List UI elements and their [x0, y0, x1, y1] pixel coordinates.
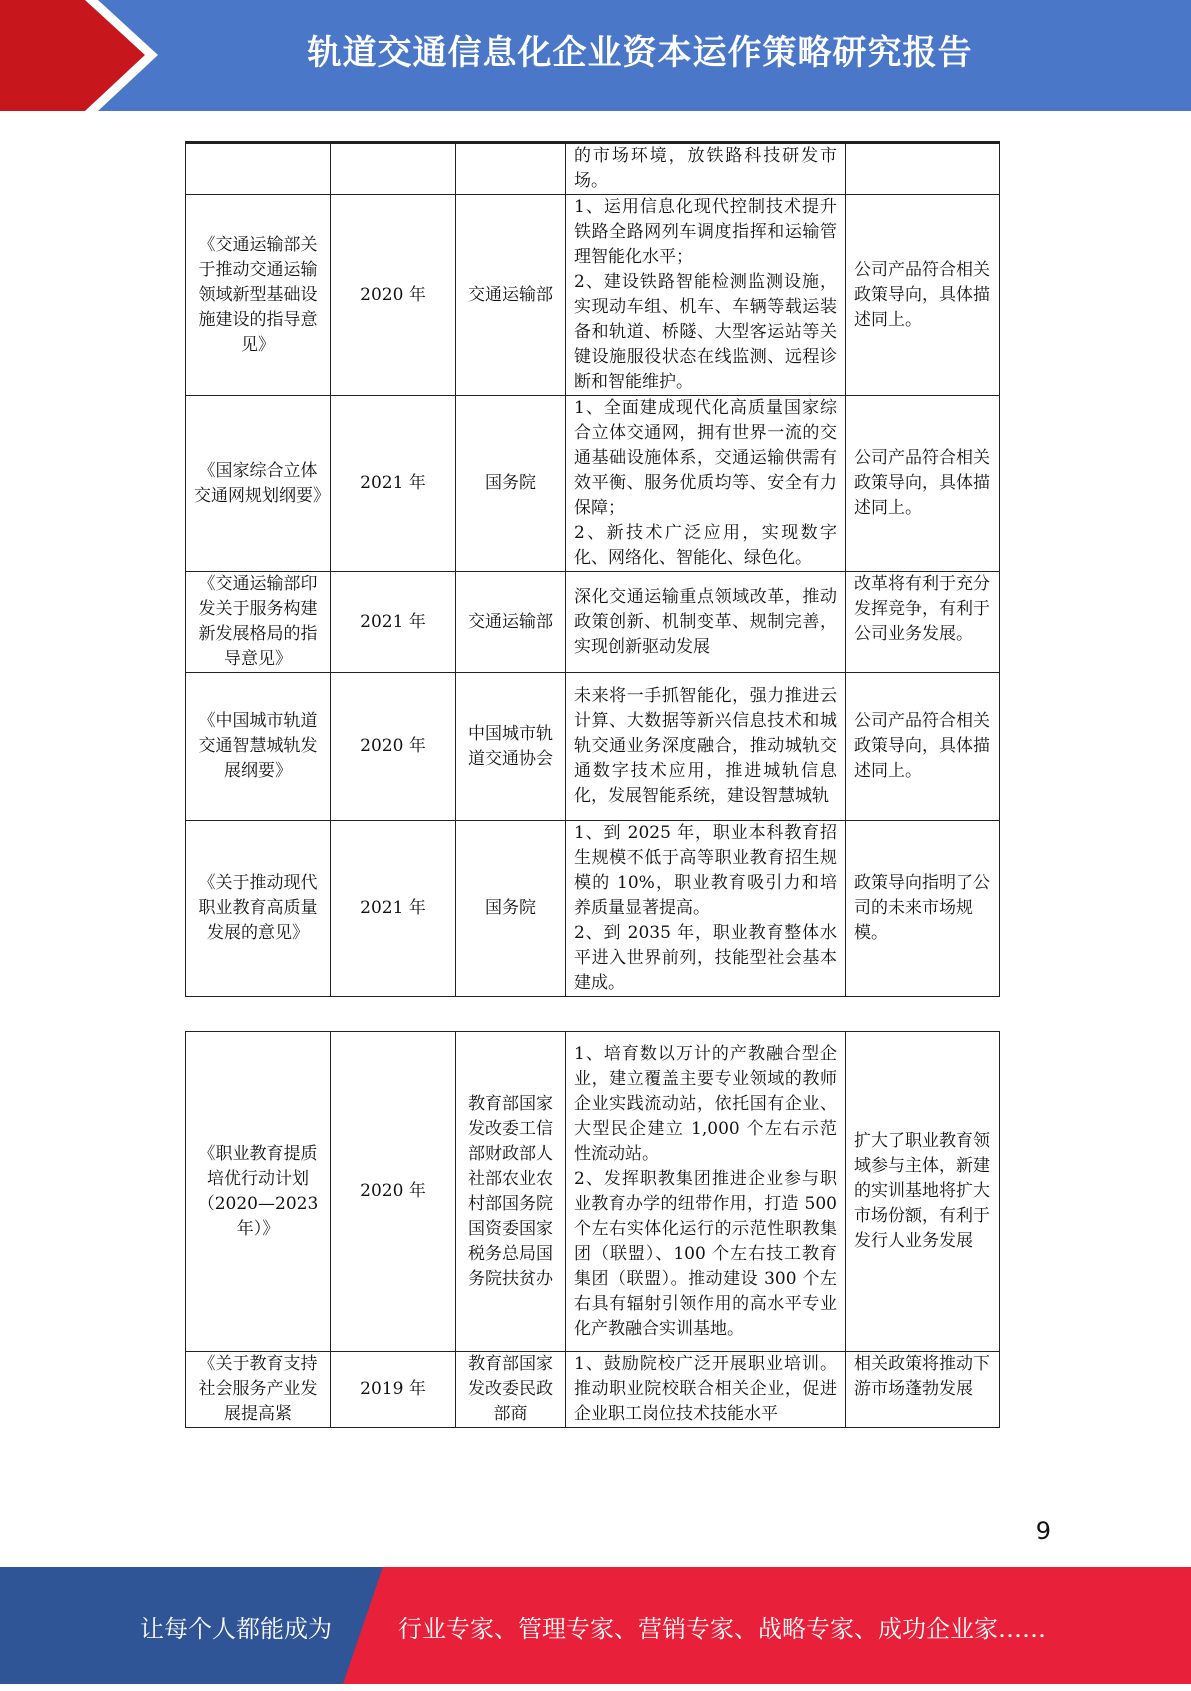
policy-table-1: [185, 141, 1000, 997]
policy-impact-cell: 改革将有利于充分发挥竞争，有利于公司业务发展。: [846, 572, 1000, 673]
policy-impact-cell: 扩大了职业教育领域参与主体，新建的实训基地将扩大市场份额，有利于发行人业务发展: [846, 1032, 1000, 1352]
footer-banner: [0, 1567, 1191, 1684]
policy-content-cell: 的市场环境，放铁路科技研发市场。: [566, 143, 846, 195]
policy-content-cell: 深化交通运输重点领域改革，推动政策创新、机制变革、规制完善，实现创新驱动发展: [566, 572, 846, 673]
policy-year-cell: 2021 年: [331, 572, 456, 673]
policy-name-cell: 《中国城市轨道交通智慧城轨发展纲要》: [186, 673, 331, 821]
policy-year-cell: 2021 年: [331, 821, 456, 997]
policy-dept-cell: [456, 143, 566, 195]
policy-dept-cell: 国务院: [456, 396, 566, 572]
policy-year-cell: 2020 年: [331, 673, 456, 821]
table-row: [186, 673, 1000, 821]
policy-content-cell: 未来将一手抓智能化，强力推进云计算、大数据等新兴信息技术和城轨交通业务深度融合，推动城轨交通数字技术应用，推进城轨信息化，发展智能系统，建设智慧城轨: [566, 673, 846, 821]
policy-name-cell: 《职业教育提质培优行动计划（2020—2023 年）》: [186, 1032, 331, 1352]
policy-dept-cell: 教育部国家发改委民政部商: [456, 1352, 566, 1428]
policy-table-2: [185, 1031, 1000, 1428]
table-row: [186, 821, 1000, 997]
policy-impact-cell: 公司产品符合相关政策导向，具体描述同上。: [846, 195, 1000, 396]
footer-slogan-left: 让每个人都能成为: [140, 1615, 332, 1643]
table-row: [186, 195, 1000, 396]
policy-name-cell: 《关于教育支持社会服务产业发展提高紧: [186, 1352, 331, 1428]
policy-content-cell: 1、鼓励院校广泛开展职业培训。推动职业院校联合相关企业，促进企业职工岗位技术技能水平: [566, 1352, 846, 1428]
policy-year-cell: [331, 143, 456, 195]
policy-content-cell: 1、运用信息化现代控制技术提升铁路全路网列车调度指挥和运输管理智能化水平； 2、建设铁路智能检测监测设施，实现动车组、机车、车辆等载运装备和轨道、桥隧、大型客运站等关键设施服役状态在线监测、远程诊断和智能维护。: [566, 195, 846, 396]
policy-year-cell: 2019 年: [331, 1352, 456, 1428]
policy-impact-cell: 政策导向指明了公司的未来市场规模。: [846, 821, 1000, 997]
policy-content-cell: 1、到 2025 年，职业本科教育招生规模不低于高等职业教育招生规模的 10%，职业教育吸引力和培养质量显著提高。 2、到 2035 年，职业教育整体水平进入世界前列，技能型社会基本建成。: [566, 821, 846, 997]
policy-dept-cell: 交通运输部: [456, 572, 566, 673]
policy-name-cell: [186, 143, 331, 195]
policy-impact-cell: 公司产品符合相关政策导向，具体描述同上。: [846, 673, 1000, 821]
policy-impact-cell: [846, 143, 1000, 195]
policy-name-cell: 《关于推动现代职业教育高质量发展的意见》: [186, 821, 331, 997]
table-row: [186, 572, 1000, 673]
policy-dept-cell: 交通运输部: [456, 195, 566, 396]
policy-dept-cell: 国务院: [456, 821, 566, 997]
table-row: [186, 143, 1000, 195]
policy-year-cell: 2021 年: [331, 396, 456, 572]
table-row: [186, 396, 1000, 572]
policy-name-cell: 《国家综合立体交通网规划纲要》: [186, 396, 331, 572]
policy-name-cell: 《交通运输部印发关于服务构建新发展格局的指导意见》: [186, 572, 331, 673]
policy-impact-cell: 公司产品符合相关政策导向，具体描述同上。: [846, 396, 1000, 572]
policy-impact-cell: 相关政策将推动下游市场蓬勃发展: [846, 1352, 1000, 1428]
table-row: [186, 1352, 1000, 1428]
policy-content-cell: 1、全面建成现代化高质量国家综合立体交通网，拥有世界一流的交通基础设施体系，交通运输供需有效平衡、服务优质均等、安全有力保障； 2、新技术广泛应用，实现数字化、网络化、智能化、绿色化。: [566, 396, 846, 572]
policy-dept-cell: 教育部国家发改委工信部财政部人社部农业农村部国务院国资委国家税务总局国务院扶贫办: [456, 1032, 566, 1352]
policy-name-cell: 《交通运输部关于推动交通运输领域新型基础设施建设的指导意见》: [186, 195, 331, 396]
page-number: 9: [1035, 1517, 1051, 1545]
header-banner: [0, 0, 1191, 111]
policy-year-cell: 2020 年: [331, 1032, 456, 1352]
policy-year-cell: 2020 年: [331, 195, 456, 396]
policy-content-cell: 1、培育数以万计的产教融合型企业，建立覆盖主要专业领域的教师企业实践流动站，依托国有企业、大型民企建立 1,000 个左右示范性流动站。 2、发挥职教集团推进企业参与职业教育办学的纽带作用，打造 500 个左右实体化运行的示范性职教集团（联盟）、100 个左右技工教育集团（联盟）。推动建设 300 个左右具有辐射引领作用的高水平专业化产教融合实训基地。: [566, 1032, 846, 1352]
policy-dept-cell: 中国城市轨道交通协会: [456, 673, 566, 821]
header-arrow-decoration: [0, 0, 160, 111]
table-row: [186, 1032, 1000, 1352]
report-title: 轨道交通信息化企业资本运作策略研究报告: [307, 33, 973, 73]
footer-slogan-right: 行业专家、管理专家、营销专家、战略专家、成功企业家……: [398, 1615, 1046, 1643]
